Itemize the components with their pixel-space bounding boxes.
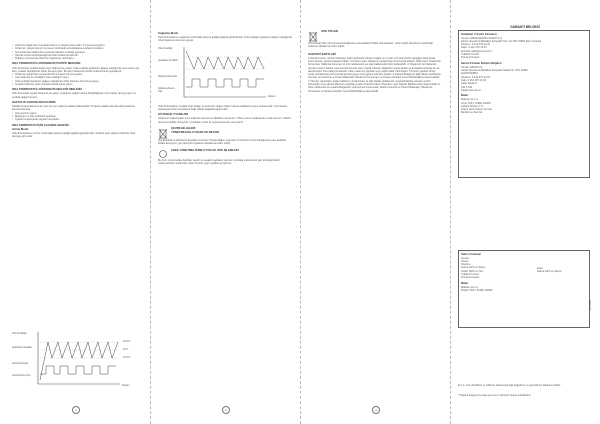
column-4 [450,0,600,424]
service-line: Adresi: Esenkent Mahallesi Konyaaltı Sokak No: 15/1 34384 [461,69,528,73]
chart-side-label: Soğutma Devrede [158,74,178,78]
supplier-line: Unvanı: EMAR MAKİNA SANAYİ A.Ş. [461,36,503,40]
warranty-terms: 1-Garanti süresi, ürünün tüketiciye teslim tarihinden itibaren başlar ve 2 yıldır. 2-Ürünün bütün parçaları dahil olmak üzere tamamı garanti kapsamındadır. 3-Ürünün ayıplı olduğunun anlaşılması durumunda tüketici, 6502 sayılı Tüketicinin Korunması Hakkında Kanunun 11 inci maddesinde yer alan haklarından birini kullanabilir. 4-Tüketicinin bu haklardan ücretsiz onarım hakkını seçmesi durumunda satıcı; işçilik masrafı, değiştirilen parça bedeli ya da başka herhangi bir ad altında hiçbir ücret talep etmeksizin malın onarımını yapmak veya yaptırmakla yükümlüdür. 5-Ürünün garanti süresi içinde arızalanması durumunda tamirde geçen süre garanti süresine eklenir. 6-Garanti Belgesi ile ilgili olarak çıkabilecek sorunlar için Gümrük ve Ticaret Bakanlığı Tüketicinin Korunması ve Piyasa Gözetimi Genel Müdürlüğüne başvurulabilir. 7-Tüketici, garantiden doğan haklarının kullanılması ile ilgili olarak çıkabilecek uyuşmazlıklarda yerleşim yerinin bulunduğu veya tüketici işleminin yapıldığı yerdeki Tüketici Hakem Heyetine veya Tüketici Mahkemesine başvurabilir. 8-Satıcı tarafından bu Garanti Belgesinin verilmemesi durumunda, tüketici Gümrük ve Ticaret Bakanlığı Tüketicinin Korunması ve Piyasa Gözetimi Genel Müdürlüğüne başvurabilir. [308,56,441,93]
product-line: Bandrol ve Seri No: [461,111,483,115]
chart-right-label: 22.5°C [123,340,131,343]
section-body: Oda Termostatının soğutma modundaki çalışma grafiği aşağıda gösterilmiştir. Oda sıcaklığı ayarlanan değere ulaştığında cihaz bekleme konumuna geçer. [158,36,292,43]
supplier-line: Faksı: 0 212 376 14 03 [461,46,487,50]
supplier-line: Telefonu: 0 212 376 14 00 [461,43,490,47]
footer-link-note: **Garanti belgesi için www.eca.com.tr adresini ziyaret edebilirsiniz. [458,394,532,397]
seller-line: Unvanı: [461,256,470,260]
service-line: Telefonu: 0 212 376 13 03 [461,75,490,79]
chart-y-label: Oda Sıcaklığı [12,332,27,335]
section-title: ODA TERMOSTATLI HİSTEREZİS NEGATİF MEKANİZ [12,87,82,92]
cooling-chart-graphic [182,45,268,101]
chart-side-label: Ayarlanan Sıcaklık [158,58,178,62]
doc-code: V01 2022 [589,299,592,310]
section-body: Oda Termostatının sıcaklık ayar aralığı ve histerezis değeri cihazın teknik özelliklerine göre belirlenmiştir. Termostatın hassasiyeti ortam koşullarına bağlı olarak değişiklik gösterebilir. [158,104,288,111]
bullet-item: • Oda sıcaklığı ayarlanan değere ulaştığında cihaz bekleme konumuna geçer. [12,80,140,83]
service-line: Şişli/İSTANBUL [461,72,479,76]
bullet-item: • Kullanım sonrasında cihazınızı kapatmayı unutmayın. [12,57,140,60]
supplier-line: Firmanın Kaşesi: [461,56,480,60]
chart-side-label: Soğutma Devre Dışı [158,86,175,93]
supplier-line: Yetkilinin İmzası: [461,53,480,57]
service-line: info@emar.com.tr [461,88,481,92]
product-line: Markası: E.C.A. [461,285,479,289]
recycle-icon [158,149,168,159]
seller-line: Fatura Tarih ve Sayısı: [461,266,486,270]
chart-side-label: Isıtma Devrede [12,362,29,365]
product-line: Markası: E.C.A. [461,98,479,102]
chart-side-label: Ayarlanan Sıcaklık [12,346,32,349]
service-line: Faks: 0 212 376 13 03 [461,78,486,82]
section-title: ÇEVRE BİLGİLERİ [171,125,196,130]
seller-line: Firmanın Kaşesi: [461,276,480,280]
bullet-item: • Cihazınız kapalı iken kumanda kolunu en düşük konum olan ‘0’ konumuna getirin. [12,44,140,47]
section-title: AEEE YÖNETMELİĞİNE UYUM VE ATIK İŞLEMLERİ [171,147,239,152]
bullet-item: • Termostat ayar düğmesini çevirerek istenilen sıcaklığı ayarlayın. [12,51,140,54]
seller-box [458,250,590,328]
section-title: GÜVENLİK UYARILARI [158,112,189,117]
bullet-item: • Cihazınızı kapalı iken kumanda kolunu kapalı konuma getirin. [12,73,140,76]
chart-right-label: 22°C [123,348,129,351]
page-number: 3 [372,406,380,414]
product-line: Cinsi: POLY PURE 1000W [461,101,491,105]
bullet-item: • Sıcaklık düşünce cihaz otomatik olarak tekrar çalışır. [12,83,140,86]
column-1 [0,0,150,424]
service-line: Unvanı: EMAR A.Ş. [461,65,483,69]
supplier-line: Adresi: Esenkent Mahallesi Konyaaltı Sok. No:15/1 34384 Şişli / İstanbul [461,39,542,43]
section-body: Atık Elektrikli ve Elektronik Eşyaların Kontrolü Yönetmeliğine uygundur. Ürününüzü ömrü dolduğunda evsel atıklarla birlikte atmayınız, geri dönüşüm toplama noktalarına teslim ediniz. [158,138,286,146]
section-body: Bu ürün, yönetmelikte belirtilen zararlı ve yasaklı maddeleri içermez. Ambalaj malzemeleri geri dönüştürülebilir malzemelerden üretilmiştir, lütfen bunları uygun şekilde ayrıştırınız. [158,158,280,165]
section-body: Ürünüzdeki piller ömrünü tamamladığında evsel atıklarla birlikte atılmamalıdır. Lütfen pilleri belediyenin belirlediği toplama noktalarına teslim ediniz. [308,42,433,49]
bullet-item: • Ayarları onaylayarak programı kaydedin. [12,118,140,121]
seller-line: Telefonu: [461,263,472,267]
weee-bin-icon [158,127,168,139]
bullet-item: • Hazırlık süresi tamamlandığında cihaz kullanıma hazırdır. [12,54,140,57]
chart-side-label: Isıtma Devre Dışı [12,374,31,377]
bullet-item: • Ayar düğmesi ile istediğiniz oda sıcaklığını seçin. [12,76,140,79]
heating-chart-graphic [36,330,122,388]
product-line: Modeli: POLY PURE 1000W [461,289,493,293]
heating-chart [12,330,142,390]
service-title: Servis Firması İletişim Bilgileri [461,60,502,65]
product-line: Garanti Süresi: 2 Yıl [461,104,484,108]
bullet-item: • Cihazınızı çalıştırmak için ön panel üzerindeki açma/kapama anahtarını kullanın. [12,47,140,50]
page-number: 1 [72,406,80,414]
section-body: Oda Termostatının ısıtma modundaki çalışma grafiği aşağıda gösterilmiştir. Sıcaklık ayar noktası etrafında cihaz devreye girip çıkar. [12,131,136,139]
chart-x-label: Zaman [122,384,130,387]
supplier-title: Tedarikçi / Üretici Firmanın [461,32,497,36]
supplier-line: E-Posta: satis@emar.com.tr [461,49,493,53]
column-3 [300,0,450,424]
product-line: Azami Tamir Süresi: 20 Gün [461,108,493,112]
seller-line-right: Fatura Tarih ve Sayısı: [537,269,562,273]
section-body: Cihazınızı kullanmadan önce kullanım kılavuzunu dikkatlice okuyunuz. Cihazı yanıcı maddelerden uzak tutunuz. Cihazın üzerini kesinlikle örtmeyiniz. Çocukların cihaz ile oynamasına izin vermeyiniz. [158,117,291,124]
bullet-item: • Gün seçimini yapın. [12,112,140,115]
chart-x-label: Zaman [268,94,276,98]
seller-line: Teslim Tarihi ve Yeri: [461,269,484,273]
section-title: ATIK PİLLER [321,29,339,33]
seller-title: Satıcı Firmanın [461,252,482,256]
section-title: HAFTALIK ZAMANLAMA KURMA [12,100,56,105]
section-title: ODA TERMOSTATLI HİSTEREZİS POZİTİF MEKANİZ [12,61,81,66]
service-line: 444 0 333 [461,85,473,89]
section-title: GARANTİ ŞARTLARI [308,51,336,56]
chart-y-label: Oda Sıcaklığı [158,46,173,50]
warranty-title: GARANTİ BELGESİ [510,25,540,29]
battery-bin-icon [308,30,318,42]
section-subtitle: Isıtma Modu [12,126,29,131]
bullet-item: • Başlangıç ve bitiş saatlerini ayarlayın. [12,115,140,118]
chart-right-label: 21.5°C [123,356,131,359]
cooling-chart [158,45,292,103]
section-body: Oda Termostatı negatif histerezis ile çalışır. Ayarlanan değerin altına düşüldüğünde ısıtıcı tekrar devreye girer ve sıcaklık değeri korunur. [12,92,137,99]
seller-line: Adresi: [461,259,469,263]
product-title: Malın [461,93,469,98]
section-title: Soğutma Modu [158,31,179,35]
section-subtitle: YÖNETMELİĞE UYGUNLUK BEYANI [171,129,220,134]
section-body: Haftalık programlama ile her gün için ayrı çalışma saatleri belirlenebilir. Program saatleri dışında cihaz bekleme konumunda kalır. [12,105,135,112]
section-body: Oda Termostatı sıcaklık değeri ayar düğmesi ile yapılır. Oda sıcaklığı ayarlanan değere ulaştığında ısıtıcı devre dışı kalır, sıcaklık düştüğünde tekrar devreye girer. Bu işlem histerezis pozitif mekanizma ile gerçekleşir. [12,66,140,73]
service-line: Çağrı Merkezi: [461,82,478,86]
product-title: Malın [461,280,469,285]
seller-line: Yetkilinin İmzası: [461,273,480,277]
column-2 [150,0,300,424]
section-title: ODA TERMOSTATI İÇİN ÇALIŞMA GRAFİĞİ [12,122,69,127]
page-number: 2 [222,406,230,414]
seller-line-right: Faks: [537,266,544,270]
footer-note: E.C.A. ürün özellikleri ve kullanım kılavuzuyla ilgili değiştirme ve güncelleme hakkına sahiptir. [458,384,561,387]
supplier-box [458,30,590,178]
